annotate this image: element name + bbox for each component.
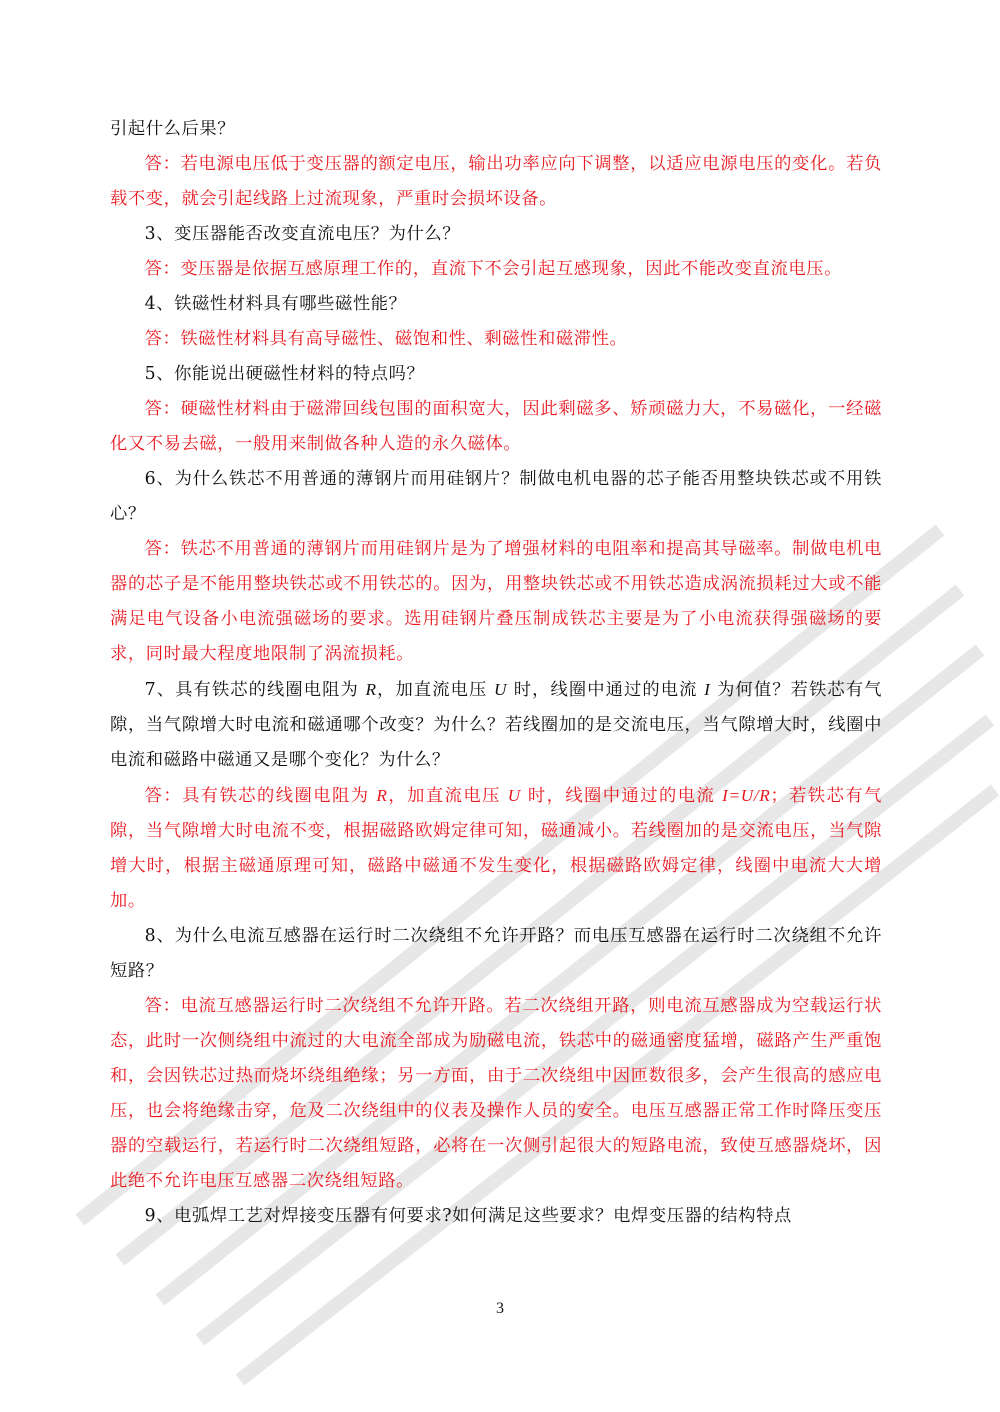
formula-ohm: I=U/R xyxy=(722,786,771,805)
question-7: 7、具有铁芯的线圈电阻为 R，加直流电压 U 时，线圈中通过的电流 I 为何值？若铁芯有气隙，当气隙增大时电流和磁通哪个改变？为什么？若线圈加的是交流电压，当气隙增大时，线圈中电流和磁路中磁通又是哪个变化？为什么？ xyxy=(110,680,883,770)
question-5: 5、你能说出硬磁性材料的特点吗？ xyxy=(144,364,425,384)
answer-7: 答：具有铁芯的线圈电阻为 R，加直流电压 U 时，线圈中通过的电流 I=U/R；若铁芯有气隙，当气隙增大时电流不变，根据磁路欧姆定律可知，磁通减小。若线圈加的是交流电压，当气隙增大时，根据主磁通原理可知，磁路中磁通不发生变化，根据磁路欧姆定律，线圈中电流大大增加。 xyxy=(110,786,883,911)
page-body xyxy=(110,112,882,1234)
question-9: 9、电弧焊工艺对焊接变压器有何要求?如何满足这些要求？电焊变压器的结构特点 xyxy=(144,1206,792,1226)
answer-6: 答：铁芯不用普通的薄钢片而用硅钢片是为了增强材料的电阻率和提高其导磁率。制做电机电器的芯子是不能用整块铁芯或不用铁芯的。因为，用整块铁芯或不用铁芯造成涡流损耗过大或不能满足电气设备小电流强磁场的要求。选用硅钢片叠压制成铁芯主要是为了小电流获得强磁场的要求，同时最大程度地限制了涡流损耗。 xyxy=(110,539,882,664)
var-i: I xyxy=(704,680,711,699)
question-3: 3、变压器能否改变直流电压？为什么？ xyxy=(144,224,461,244)
answer-4: 答：铁磁性材料具有高导磁性、磁饱和性、剩磁性和磁滞性。 xyxy=(144,329,628,349)
answer-3: 答：变压器是依据互感原理工作的，直流下不会引起互感现象，因此不能改变直流电压。 xyxy=(144,259,842,279)
question-8: 8、为什么电流互感器在运行时二次绕组不允许开路？而电压互感器在运行时二次绕组不允许短路？ xyxy=(110,926,882,981)
answer-8: 答：电流互感器运行时二次绕组不允许开路。若二次绕组开路，则电流互感器成为空载运行状态，此时一次侧绕组中流过的大电流全部成为励磁电流，铁芯中的磁通密度猛增，磁路产生严重饱和，会因铁芯过热而烧坏绕组绝缘；另一方面，由于二次绕组中因匝数很多，会产生很高的感应电压，也会将绝缘击穿，危及二次绕组中的仪表及操作人员的安全。电压互感器正常工作时降压变压器的空载运行，若运行时二次绕组短路，必将在一次侧引起很大的短路电流，致使互感器烧坏，因此绝不允许电压互感器二次绕组短路。 xyxy=(110,996,882,1191)
var-r: R xyxy=(365,680,377,699)
answer-2: 答：若电源电压低于变压器的额定电压，输出功率应向下调整，以适应电源电压的变化。若负载不变，就会引起线路上过流现象，严重时会损坏设备。 xyxy=(110,154,882,209)
var-u: U xyxy=(494,680,508,699)
var-r: R xyxy=(376,786,388,805)
page-number: 3 xyxy=(496,1300,504,1317)
answer-5: 答：硬磁性材料由于磁滞回线包围的面积宽大，因此剩磁多、矫顽磁力大，不易磁化，一经磁化又不易去磁，一般用来制做各种人造的永久磁体。 xyxy=(110,399,882,454)
question-4: 4、铁磁性材料具有哪些磁性能？ xyxy=(144,294,407,314)
question-continuation: 引起什么后果？ xyxy=(110,119,236,139)
var-u: U xyxy=(507,786,521,805)
question-6: 6、为什么铁芯不用普通的薄钢片而用硅钢片？制做电机电器的芯子能否用整块铁芯或不用铁心？ xyxy=(110,469,882,524)
